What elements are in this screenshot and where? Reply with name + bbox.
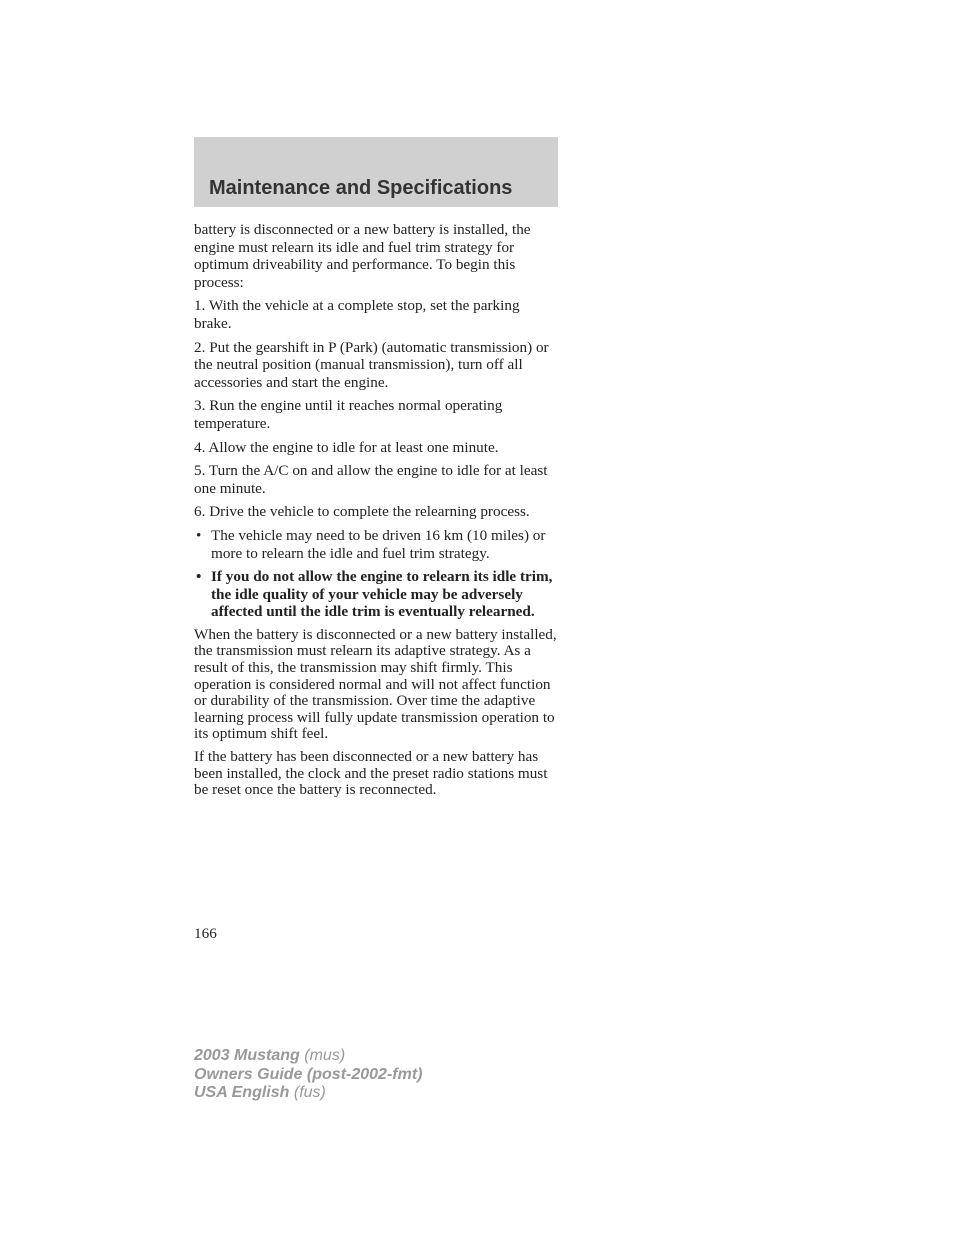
bullet-text: If you do not allow the engine to relearn its idle trim, the idle quality of your vehicle may be adversely affected until the idle trim is eventually relearned. xyxy=(211,568,553,621)
bullet-text: The vehicle may need to be driven 16 km (10 miles) or more to relearn the idle and fuel trim strategy. xyxy=(211,526,546,562)
footer-model-code: (mus) xyxy=(304,1047,346,1064)
step-3: 3. Run the engine until it reaches normal operating temperature. xyxy=(194,397,503,432)
page-number: 166 xyxy=(194,925,217,942)
page-content xyxy=(194,221,560,805)
clock-paragraph: If the battery has been disconnected or a new battery has been installed, the clock and the preset radio stations must be reset once the battery is reconnected. xyxy=(194,748,548,799)
section-header xyxy=(194,137,558,207)
step-4: 4. Allow the engine to idle for at least one minute. xyxy=(194,438,499,456)
footer-guide: Owners Guide (post-2002-fmt) xyxy=(194,1065,423,1083)
footer-line-3 xyxy=(194,1084,422,1103)
intro-paragraph: battery is disconnected or a new battery is installed, the engine must relearn its idle and fuel trim strategy for optimum driveability and performance. To begin this process: xyxy=(194,221,531,291)
footer-line-1 xyxy=(194,1047,422,1066)
step-1: 1. With the vehicle at a complete stop, set the parking brake. xyxy=(194,297,520,332)
bullet-item xyxy=(194,527,560,562)
footer-line-2 xyxy=(194,1066,422,1085)
step-2: 2. Put the gearshift in P (Park) (automatic transmission) or the neutral position (manual transmission), turn off all accessories and start the engine. xyxy=(194,338,549,391)
document-footer xyxy=(194,1047,422,1103)
transmission-paragraph: When the battery is disconnected or a new battery installed, the transmission must relearn its adaptive strategy. As a result of this, the transmission may shift firmly. This operation is considered normal and will not affect function or durability of the transmission. Over time the adaptive learning process will fully update transmission operation to its optimum shift feel. xyxy=(194,625,557,743)
bullet-list xyxy=(194,527,560,621)
footer-language-code: (fus) xyxy=(293,1084,326,1101)
step-5: 5. Turn the A/C on and allow the engine to idle for at least one minute. xyxy=(194,462,548,497)
step-6: 6. Drive the vehicle to complete the relearning process. xyxy=(194,503,530,521)
footer-model: 2003 Mustang xyxy=(194,1047,300,1064)
section-title: Maintenance and Specifications xyxy=(209,177,513,199)
footer-language: USA English xyxy=(194,1084,290,1101)
bullet-marker: • xyxy=(196,526,202,544)
bullet-marker: • xyxy=(196,568,202,586)
bullet-item-warning xyxy=(194,568,560,621)
